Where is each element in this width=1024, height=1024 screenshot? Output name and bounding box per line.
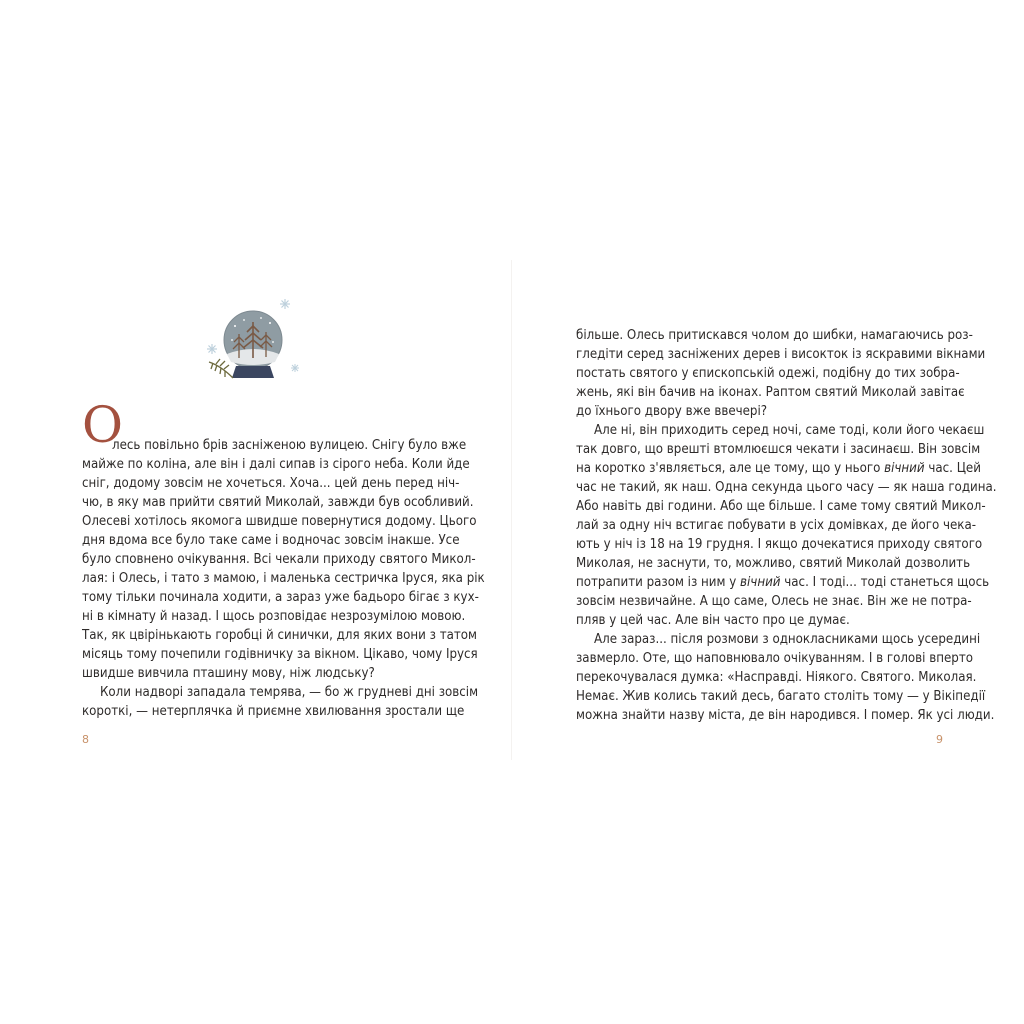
- text-line: сніг, додому зовсім не хочеться. Хоча... цей день перед ніч-: [82, 476, 460, 491]
- text-line: [576, 459, 981, 478]
- italic-word: вічний: [740, 575, 781, 590]
- text-line: гледіти серед засніжених дерев і високток із яскравими вікнами: [576, 347, 986, 362]
- text-line: майже по коліна, але він і далі сипав із сірого неба. Коли йде: [82, 457, 470, 472]
- pine-branch-icon: [209, 359, 233, 378]
- text-line: завмерло. Оте, що наповнювало очікуванням. І в голові вперто: [576, 651, 973, 666]
- text-line: чю, в яку мав прийти святий Миколай, завжди був особливий.: [82, 495, 474, 510]
- text-fragment: час. Цей: [924, 461, 981, 476]
- text-line: тому тільки починала ходити, а зараз уже бадьоро бігає з кух-: [82, 590, 479, 605]
- snowflake-icon: [207, 344, 217, 354]
- text-line: Миколая, не заснути, то, можливо, святий Миколай дозволить: [576, 556, 971, 571]
- snow-globe-illustration: [203, 296, 303, 388]
- left-page-text: [82, 396, 485, 721]
- text-line: зовсім незвичайне. А що саме, Олесь не знає. Він же не потра-: [576, 594, 972, 609]
- text-line: Олесеві хотілось якомога швидше повернутися додому. Цього: [82, 514, 477, 529]
- page-number: 8: [82, 733, 89, 746]
- text-line: до їхнього двору вже ввечері?: [576, 404, 768, 419]
- italic-word: вічний: [884, 461, 925, 476]
- text-line: так довго, що врешті втомлюєшся чекати і засинаєш. Він зовсім: [576, 442, 981, 457]
- globe-base: [232, 366, 274, 378]
- text-line: ють у ніч із 18 на 19 грудня. І якщо дочекатися приходу святого: [576, 537, 983, 552]
- text-line: більше. Олесь притискався чолом до шибки, намагаючись роз-: [576, 328, 973, 343]
- right-page-text: [576, 326, 997, 725]
- text-fragment: на коротко з'являється, але це тому, що у нього: [576, 461, 885, 476]
- snowflake-icon: [291, 364, 299, 372]
- text-line: пляв у цей час. Але він часто про це думає.: [576, 613, 850, 628]
- text-line: дня вдома все було таке саме і водночас зовсім інакше. Усе: [82, 533, 460, 548]
- drop-cap: О: [82, 396, 123, 454]
- text-line: Але ні, він приходить серед ночі, саме тоді, коли його чекаєш: [594, 423, 985, 438]
- text-line: Або навіть дві години. Або ще більше. І саме тому святий Микол-: [576, 499, 986, 514]
- text-line: Так, як цвірінькають горобці й синички, для яких вони з татом: [82, 628, 477, 643]
- text-line: місяць тому почепили годівничку за вікном. Цікаво, чому Іруся: [82, 647, 478, 662]
- text-line: постать святого у єпископській одежі, подібну до тих зобра-: [576, 366, 960, 381]
- text-line: короткі, — нетерплячка й приємне хвилювання зростали ще: [82, 704, 465, 719]
- text-line: можна знайти назву міста, де він народився. І помер. Як усі люди.: [576, 708, 995, 723]
- text-line: було сповнено очікування. Всі чекали приходу святого Микол-: [82, 552, 476, 567]
- text-line: лесь повільно брів засніженою вулицею. Снігу було вже: [112, 438, 467, 453]
- snowflake-icon: [280, 299, 290, 309]
- text-line: [576, 573, 990, 592]
- text-line: Немає. Жив колись такий десь, багато століть тому — у Вікіпедії: [576, 689, 986, 704]
- text-fragment: потрапити разом із ним у: [576, 575, 741, 590]
- right-page: [512, 0, 1024, 1024]
- text-line: лай за одну ніч встигає побувати в усіх домівках, де його чека-: [576, 518, 977, 533]
- text-line: швидше вивчила пташину мову, ніж людську?: [82, 666, 375, 681]
- text-fragment: час. І тоді... тоді станеться щось: [780, 575, 990, 590]
- page-number: 9: [936, 733, 943, 746]
- text-line: час не такий, як наш. Одна секунда цього часу — як наша година.: [576, 480, 997, 495]
- text-line: жень, які він бачив на іконах. Раптом святий Миколай завітає: [576, 385, 965, 400]
- text-line: лая: і Олесь, і тато з мамою, і маленька сестричка Іруся, яка рік: [82, 571, 485, 586]
- text-line: ні в кімнату й назад. І щось розповідає незрозумілою мовою.: [82, 609, 466, 624]
- text-line: Але зараз... після розмови з однокласниками щось усередині: [594, 632, 981, 647]
- text-line: Коли надворі западала темрява, — бо ж грудневі дні зовсім: [100, 685, 479, 700]
- text-line: перекочувалася думка: «Насправді. Ніякого. Святого. Миколая.: [576, 670, 977, 685]
